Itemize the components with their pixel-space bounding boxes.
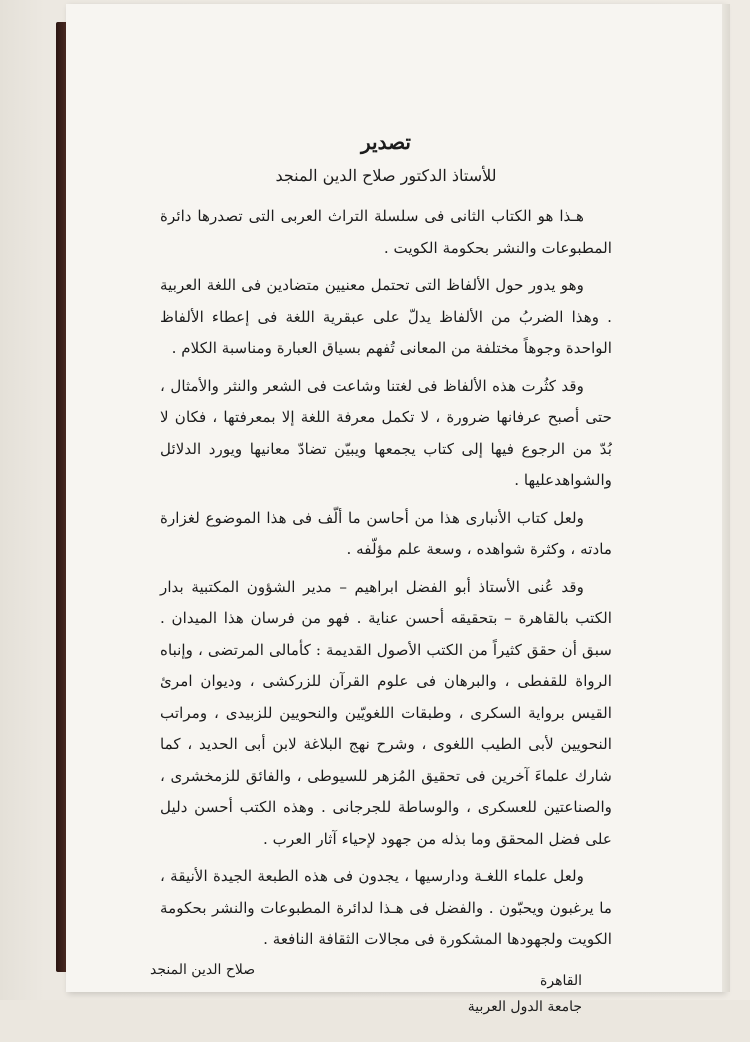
page-content [150, 130, 612, 1042]
paragraph-6: ولعل علماء اللغـة ودارسيها ، يجدون فى هذه الطبعة الجيدة الأنيقة ، ما يرغبون ويحبّون . والفضل فى هـذا لدائرة المطبوعات والنشر بحكومة الكويت ولجهودها المشكورة فى مجالات الثقافة النافعة . [160, 867, 612, 948]
paragraph-1: هـذا هو الكتاب الثانى فى سلسلة التراث العربى التى تصدرها دائرة المطبوعات والنشر بحكومة الكويت . [160, 207, 612, 257]
page-stack-edge [722, 4, 730, 992]
paragraph-3: وقد كثُرت هذه الألفاظ فى لغتنا وشاعت فى الشعر والنثر والأمثال ، حتى أصبح عرفانها ضرورة ، لا تكمل معرفة اللغة إلا بمعرفتها ، فكان لا بُدّ من الرجوع فيها إلى كتاب يجمعها ويبيّن تضادّ معانيها ويورد الدلائل والشواهدعليها . [160, 376, 612, 489]
signature-location [468, 968, 582, 1020]
page-title: تصدير [360, 130, 411, 154]
signature-block [150, 961, 612, 1042]
paragraph-2: وهو يدور حول الألفاظ التى تحتمل معنيين متضادين فى اللغة العربية . وهذا الضربُ من الألفاظ يدلّ على عبقرية اللغة فى إعطاء الألفاظ الواحدة وجوهاً مختلفة من المعانى تُفهم بسياق العبارة ومناسبة الكلام . [160, 276, 612, 357]
signature-city: القاهرة [540, 972, 582, 989]
paragraph-5: وقد عُنى الأستاذ أبو الفضل ابراهيم – مدير الشؤون المكتبية بدار الكتب بالقاهرة – بتحقيقه أحسن عناية . فهو من فرسان هذا الميدان . سبق أن حقق كثيراً من الكتب الأصول القديمة : كأمالى المرتضى ، وإنباه الرواة للقفطى ، والبرهان فى علوم القرآن للزركشى ، وديوان امرئ القيس برواية السكرى ، وطبقات اللغويّين والنحويين للزبيدى ، ومراتب النحويين لأبى الطيب اللغوى ، وشرح نهج البلاغة لابن أبى الحديد ، كما شارك علماءَ آخرين فى تحقيق المُزهر للسيوطى ، والفائق للزمخشرى ، والصناعتين للعسكرى ، والوساطة للجرجانى . وهذه الكتب أحسن دليل على فضل المحقق وما بذله من جهود لإحياء آثار العرب . [160, 577, 612, 848]
signature-name: صلاح الدين المنجد [150, 961, 256, 978]
paragraph-4: ولعل كتاب الأنبارى هذا من أحاسن ما ألّف فى هذا الموضوع لغزارة مادته ، وكثرة شواهده ، وسعة علم مؤلّفه . [160, 508, 612, 558]
author-line: للأستاذ الدكتور صلاح الدين المنجد [275, 166, 497, 185]
signature-institution: جامعة الدول العربية [467, 998, 582, 1015]
